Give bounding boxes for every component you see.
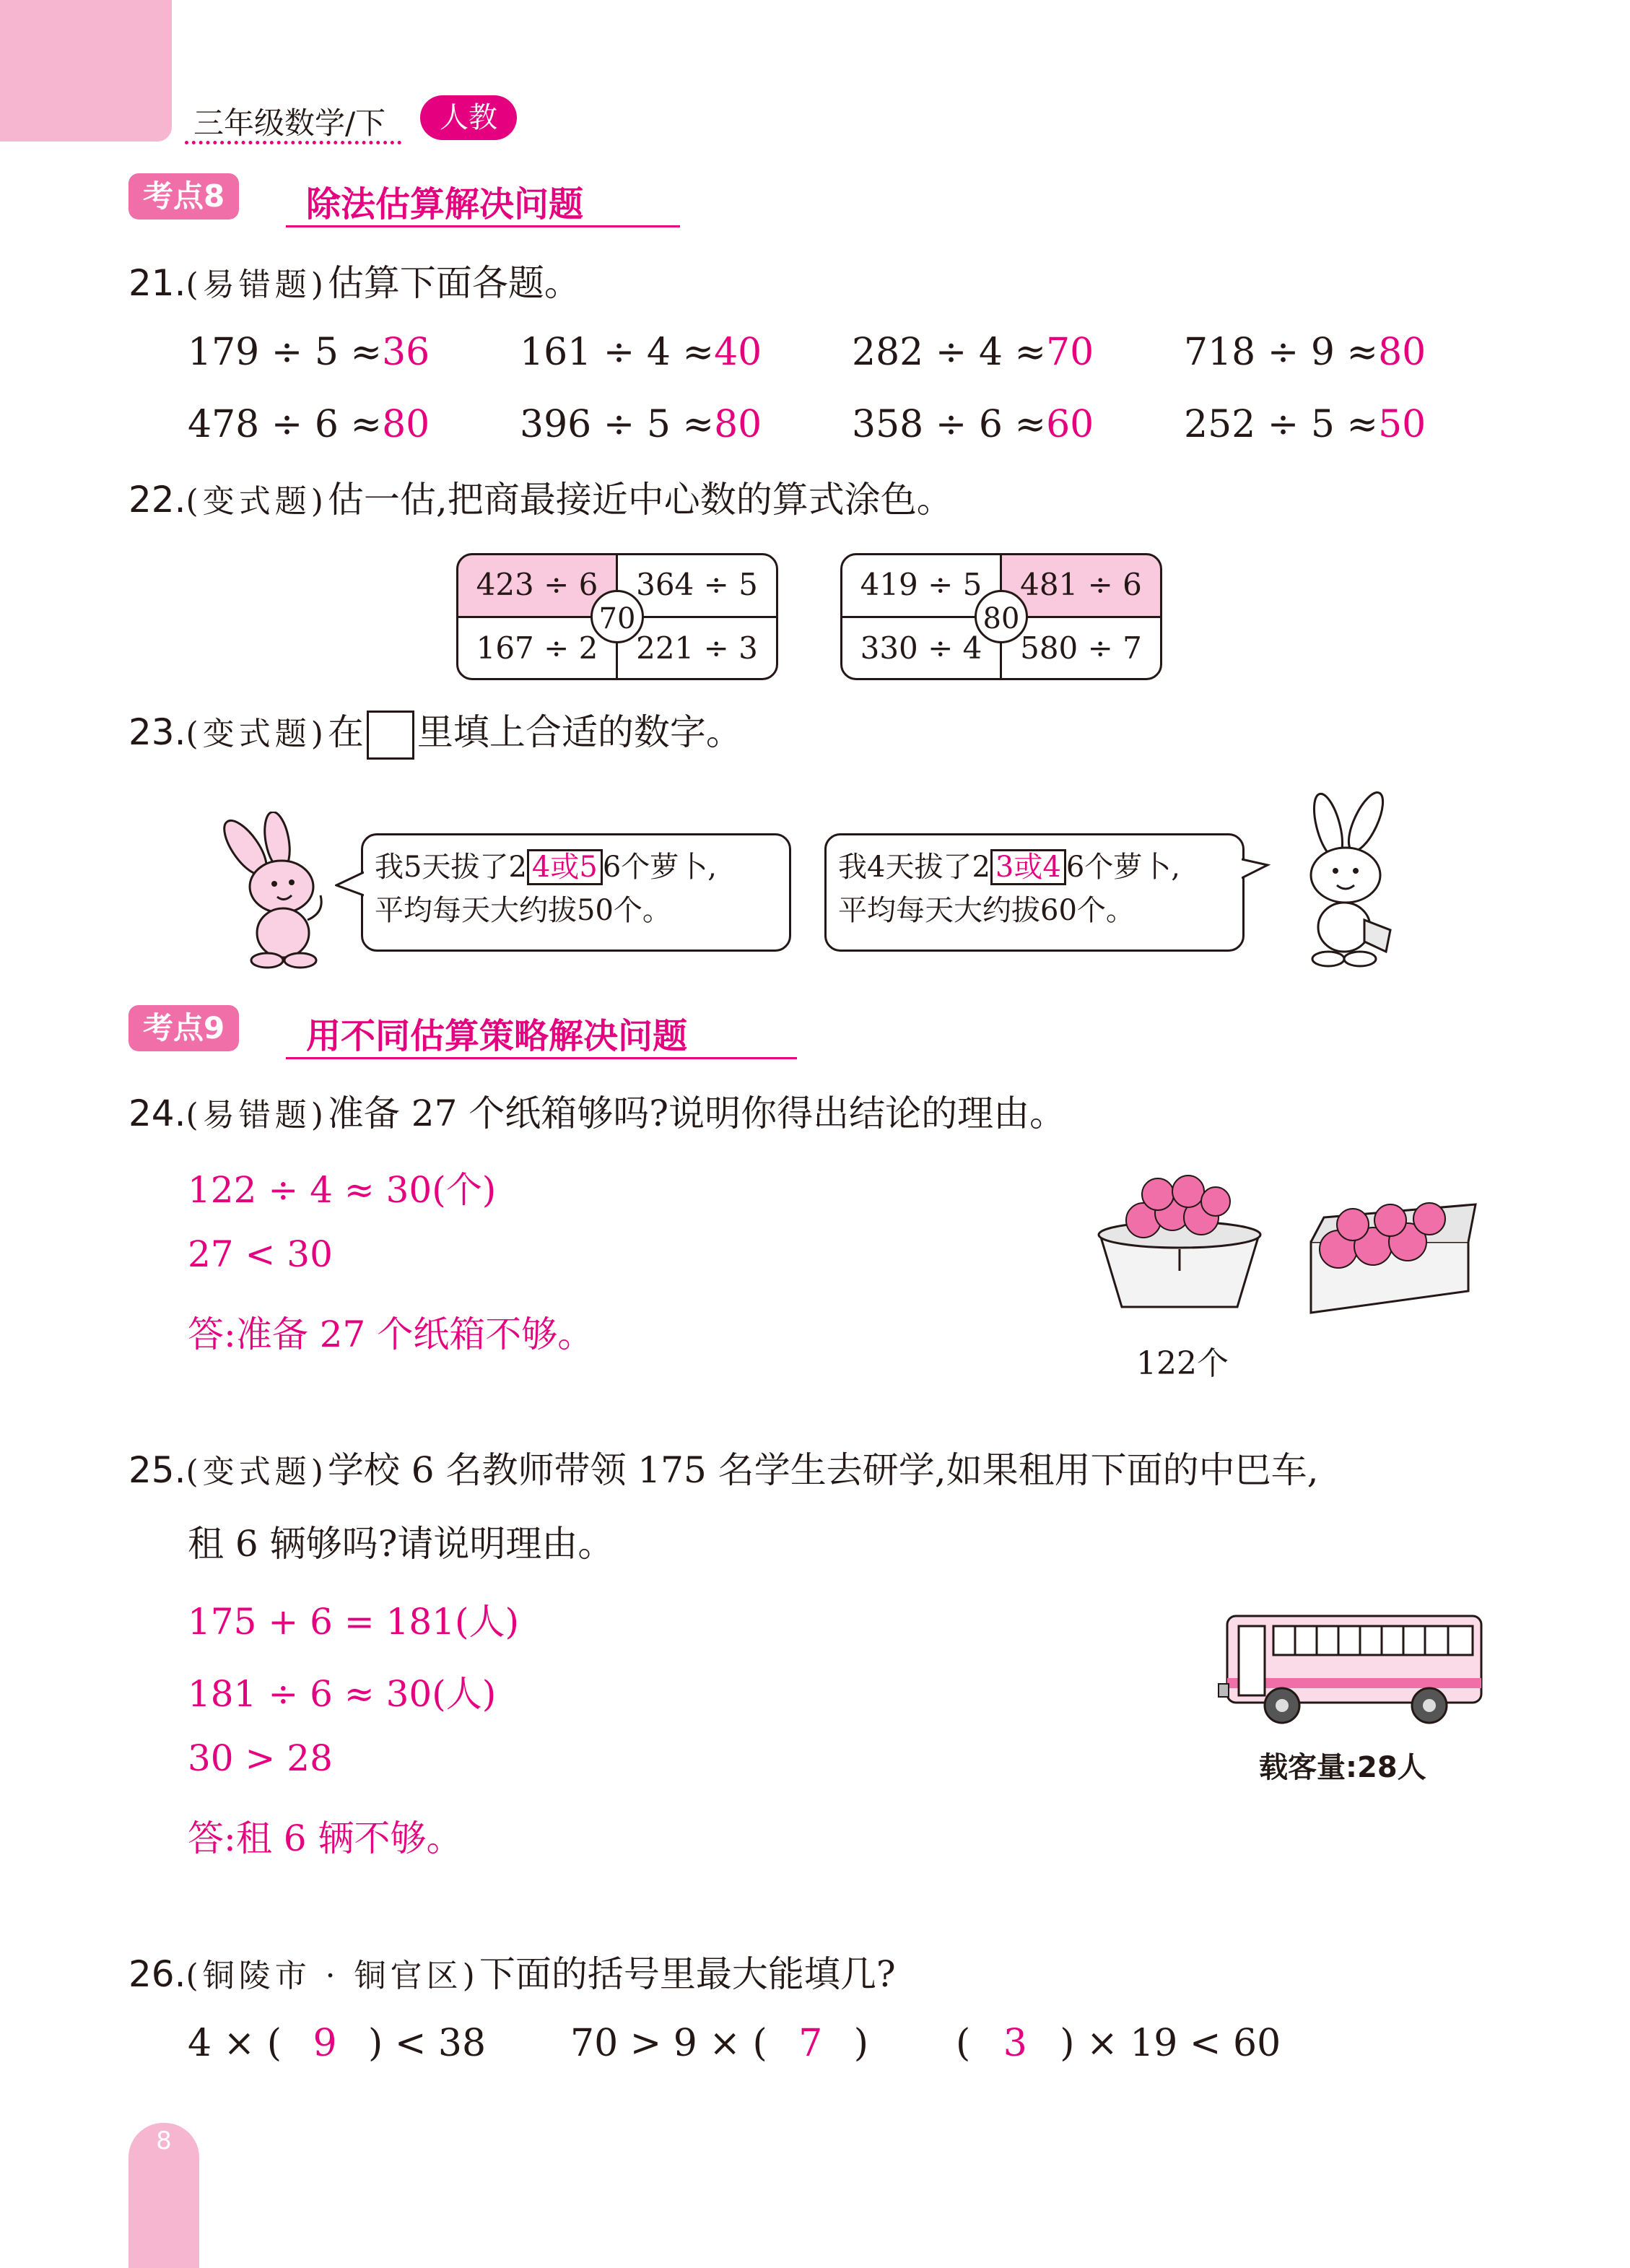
answer: 80 <box>382 403 430 446</box>
question-tag: (铜陵市 · 铜官区) <box>186 1958 479 1994</box>
question-text: 学校 6 名教师带领 175 名学生去研学,如果租用下面的中巴车, <box>327 1449 1319 1491</box>
cluster-cell: 419 ÷ 5 <box>840 553 1002 618</box>
question-number: 26. <box>128 1953 186 1995</box>
center-number: 80 <box>975 590 1028 643</box>
estimate-item: 179 ÷ 5 ≈36 <box>188 331 430 374</box>
answer: 70 <box>1046 331 1094 374</box>
center-number: 70 <box>590 590 644 643</box>
apples-caption: 122个 <box>1136 1345 1229 1382</box>
question-tag: (变式题) <box>186 716 328 752</box>
question-text: 估一估,把商最接近中心数的算式涂色。 <box>327 479 953 521</box>
solution-line: 181 ÷ 6 ≈ 30(人) <box>188 1673 497 1715</box>
rabbit-illustration-left <box>217 812 339 970</box>
question-25 <box>128 1448 1318 1494</box>
question-number: 23. <box>128 711 186 753</box>
question-text: 下面的括号里最大能填几? <box>479 1953 896 1995</box>
estimate-item: 358 ÷ 6 ≈60 <box>852 403 1094 446</box>
solution-line: 175 + 6 = 181(人) <box>188 1601 520 1643</box>
bubble-tail-left <box>335 869 364 898</box>
speech-bubble-right: 我4天拔了2 3或4 6个萝卜, 平均每天大约拔60个。 <box>824 833 1245 952</box>
estimate-item: 396 ÷ 5 ≈80 <box>520 403 762 446</box>
apples-illustration <box>1093 1170 1483 1336</box>
section-title-kd8: 除法估算解决问题 <box>306 184 584 225</box>
section-badge-kd9: 考点9 <box>128 1005 239 1051</box>
estimate-item: 161 ÷ 4 ≈40 <box>520 331 762 374</box>
question-text: 准备 27 个纸箱够吗?说明你得出结论的理由。 <box>327 1092 1066 1134</box>
answer: 60 <box>1046 403 1094 446</box>
question-tag: (易错题) <box>186 266 328 303</box>
bus-illustration <box>1213 1609 1494 1732</box>
cluster-cell: 364 ÷ 5 <box>616 553 778 618</box>
question-23 <box>128 711 742 760</box>
bus-capacity-caption: 载客量:28人 <box>1259 1751 1426 1784</box>
inequality-item: 4 × ( 9 ) < 38 <box>188 2022 487 2065</box>
answer: 7 <box>798 2022 823 2065</box>
header-title: 三年级数学/下 <box>193 105 386 141</box>
speech-bubble-left: 我5天拔了2 4或5 6个萝卜, 平均每天大约拔50个。 <box>361 833 791 952</box>
answer: 3 <box>1003 2022 1027 2065</box>
cluster-cell: 221 ÷ 3 <box>616 616 778 680</box>
corner-decoration-top <box>0 0 172 142</box>
solution-line: 30 > 28 <box>188 1737 333 1779</box>
header-divider <box>185 141 401 144</box>
cluster-cell: 330 ÷ 4 <box>840 616 1002 680</box>
solution-line: 27 < 30 <box>188 1233 333 1275</box>
question-number: 25. <box>128 1449 186 1491</box>
question-number: 21. <box>128 262 186 304</box>
section-badge-kd8: 考点8 <box>128 173 239 220</box>
answer: 80 <box>1378 331 1426 374</box>
answer-box: 3或4 <box>990 849 1066 885</box>
inequality-item: 70 > 9 × ( 7 ) <box>570 2022 869 2065</box>
estimate-item: 282 ÷ 4 ≈70 <box>852 331 1094 374</box>
answer: 9 <box>313 2022 337 2065</box>
cluster-cell: 167 ÷ 2 <box>456 616 618 680</box>
cluster-cell: 580 ÷ 7 <box>1000 616 1162 680</box>
question-21 <box>128 261 580 307</box>
question-25-line2: 租 6 辆够吗?请说明理由。 <box>188 1523 614 1565</box>
cluster-cell-highlighted: 423 ÷ 6 <box>456 553 618 618</box>
answer: 36 <box>382 331 430 374</box>
answer-box: 4或5 <box>527 849 603 885</box>
expression-cluster-70 <box>456 553 778 680</box>
expression-cluster-80 <box>840 553 1162 680</box>
solution-line: 122 ÷ 4 ≈ 30(个) <box>188 1169 497 1211</box>
cluster-cell-highlighted: 481 ÷ 6 <box>1000 553 1162 618</box>
question-tag: (变式题) <box>186 1454 328 1490</box>
question-24 <box>128 1092 1065 1137</box>
question-26 <box>128 1952 896 1998</box>
estimate-item: 718 ÷ 9 ≈80 <box>1184 331 1426 374</box>
rabbit-illustration-right <box>1278 788 1408 969</box>
section-underline-kd8 <box>286 225 680 227</box>
question-text: 估算下面各题。 <box>327 262 580 304</box>
blank-box-icon <box>367 711 414 760</box>
question-number: 24. <box>128 1092 186 1134</box>
estimate-item: 252 ÷ 5 ≈50 <box>1184 403 1426 446</box>
question-tag: (易错题) <box>186 1097 328 1134</box>
page-number: 8 <box>156 2126 172 2155</box>
answer: 50 <box>1378 403 1426 446</box>
section-title-kd9: 用不同估算策略解决问题 <box>306 1016 688 1056</box>
estimate-item: 478 ÷ 6 ≈80 <box>188 403 430 446</box>
answer: 40 <box>714 331 762 374</box>
answer-line: 答:准备 27 个纸箱不够。 <box>188 1313 594 1355</box>
bubble-tail-right <box>1242 856 1271 885</box>
question-text-before: 在 <box>327 711 364 753</box>
question-number: 22. <box>128 479 186 521</box>
inequality-item: ( 3 ) × 19 < 60 <box>956 2022 1281 2065</box>
header-badge: 人教 <box>420 95 517 140</box>
answer-line: 答:租 6 辆不够。 <box>188 1817 463 1859</box>
answer: 80 <box>714 403 762 446</box>
question-tag: (变式题) <box>186 483 328 520</box>
section-underline-kd9 <box>286 1057 797 1059</box>
question-22 <box>128 478 953 523</box>
question-text-after: 里填上合适的数字。 <box>417 711 742 753</box>
